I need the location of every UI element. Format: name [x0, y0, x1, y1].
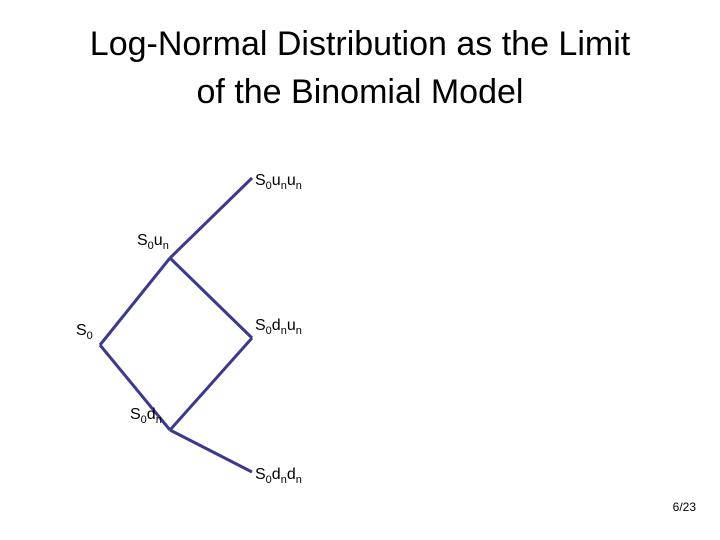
node-factor-symbol: d — [286, 466, 296, 483]
node-base-symbol: S — [137, 232, 148, 249]
node-factor-subscript: n — [295, 474, 302, 486]
node-factor-symbol: u — [286, 172, 296, 189]
node-up — [137, 231, 169, 251]
branch-up-upup — [170, 178, 252, 258]
node-factor-symbol: d — [146, 406, 156, 423]
node-base-subscript: 0 — [265, 180, 272, 192]
node-factor-subscript: n — [155, 414, 162, 426]
node-base-subscript: 0 — [140, 414, 147, 426]
branch-up-downup — [170, 258, 252, 338]
node-upup — [255, 171, 302, 191]
node-factor-subscript: n — [295, 325, 302, 337]
node-factor-symbol: u — [271, 172, 281, 189]
node-base-symbol: S — [76, 322, 87, 339]
branch-down-downup — [170, 338, 252, 430]
node-base-symbol: S — [255, 317, 266, 334]
node-base-subscript: 0 — [265, 325, 272, 337]
branch-down-downdown — [170, 430, 252, 472]
node-base-symbol: S — [255, 466, 266, 483]
node-factor-symbol: d — [271, 466, 281, 483]
node-base-subscript: 0 — [86, 330, 93, 342]
node-downup — [255, 316, 302, 336]
branch-root-up — [100, 258, 170, 345]
node-factor-subscript: n — [280, 474, 287, 486]
node-factor-subscript: n — [162, 240, 169, 252]
node-root — [76, 321, 93, 341]
node-base-subscript: 0 — [147, 240, 154, 252]
node-base-symbol: S — [255, 172, 266, 189]
node-factor-subscript: n — [280, 325, 287, 337]
node-factor-subscript: n — [295, 180, 302, 192]
node-base-symbol: S — [130, 406, 141, 423]
node-factor-symbol: u — [286, 317, 296, 334]
node-base-subscript: 0 — [265, 474, 272, 486]
slide-title-line-1: Log-Normal Distribution as the Limit — [89, 25, 631, 63]
page-number: 6/23 — [672, 500, 696, 514]
node-down — [130, 405, 162, 425]
node-factor-subscript: n — [280, 180, 287, 192]
node-factor-symbol: d — [271, 317, 281, 334]
slide-title-line-2: of the Binomial Model — [196, 73, 524, 111]
node-downdown — [255, 465, 302, 485]
node-factor-symbol: u — [153, 232, 163, 249]
